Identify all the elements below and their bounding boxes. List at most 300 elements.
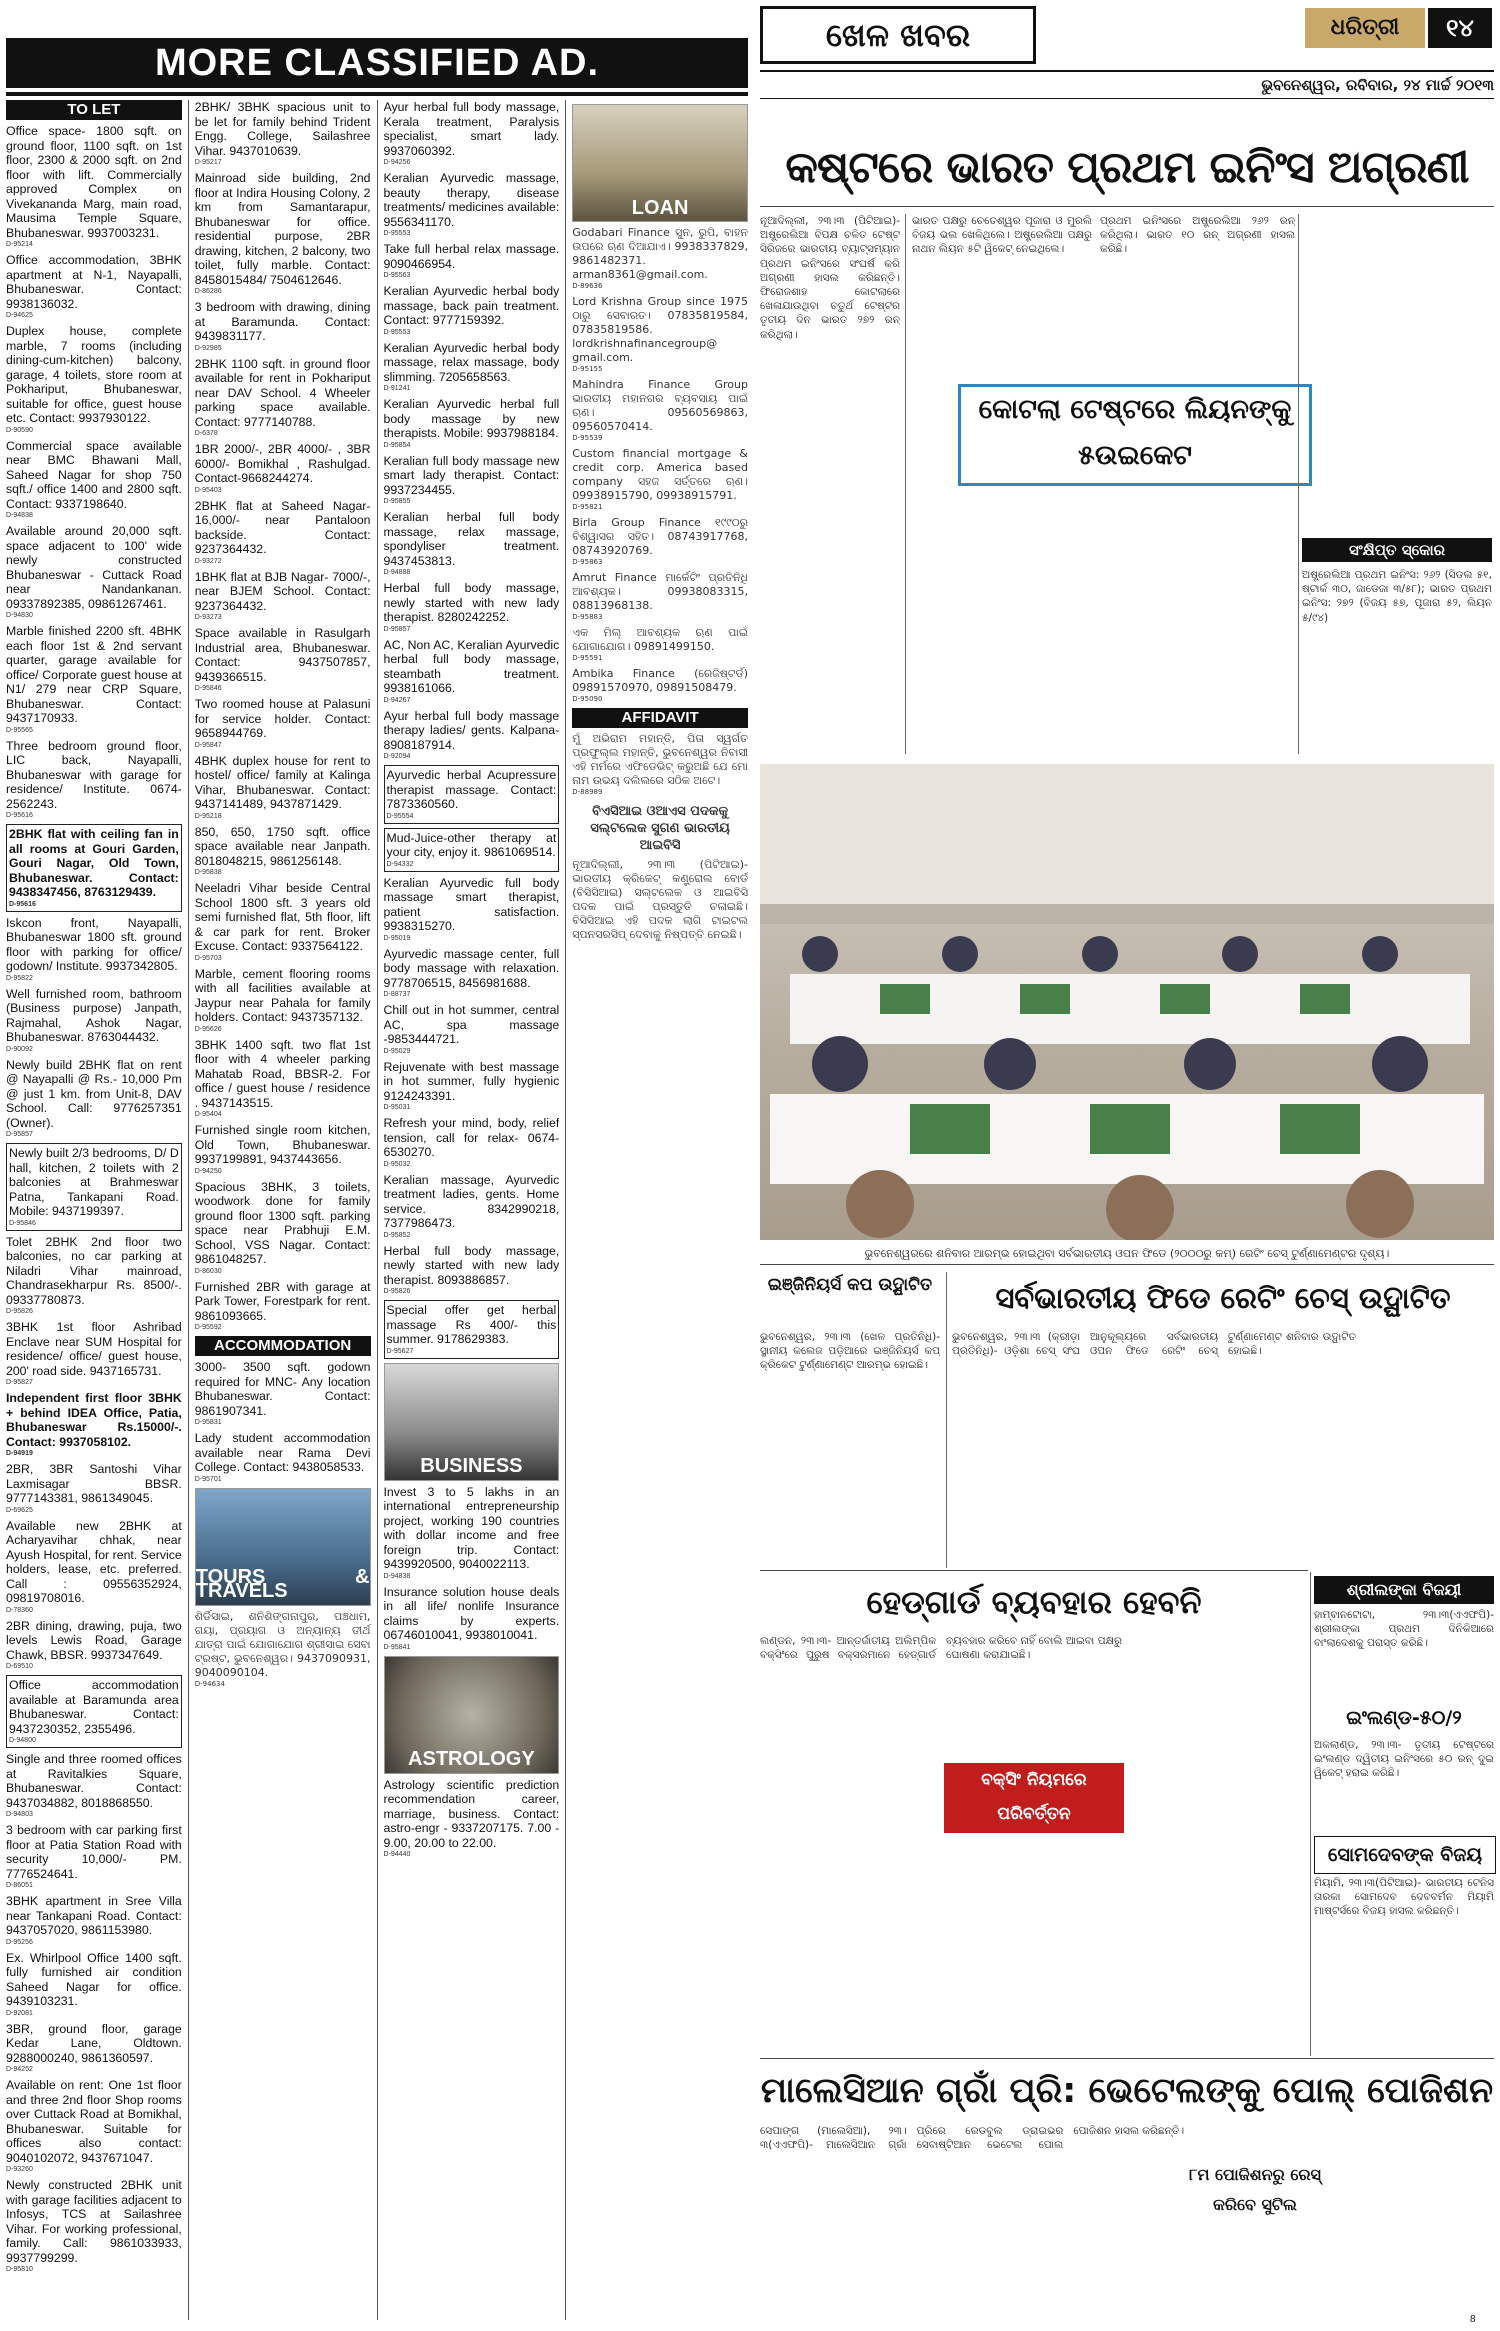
classified-ad xyxy=(195,442,371,495)
classified-ad xyxy=(6,1462,182,1515)
classified-ad xyxy=(195,825,371,878)
classified-ad xyxy=(384,581,560,634)
classified-column-1 xyxy=(6,100,182,2320)
ad-code: D-95847 xyxy=(194,741,222,749)
classified-ad xyxy=(6,2178,182,2274)
ad-text: Keralian herbal full body massage, relax massage, spondyliser treatment. 9437453813. xyxy=(383,510,560,568)
ad-text: Mainroad side building, 2nd floor at Indira Housing Colony, 2 km from Samantarapur, Bhubaneswar for office. residential purpose, 2BR drawing, kitchen, 2 balcony, two toilet, fully marble. Contact: 8458015484/ 7504612646. xyxy=(194,171,371,287)
brief-score-text: ଅଷ୍ଟ୍ରେଲିଆ ପ୍ରଥମ ଇନିଂସ: ୨୬୨ (ସିଡଲ ୫୧, ଷ୍ଟାର୍କ ୩୦, ଜାଡେଜା ୩/୫୮); ଭାରତ ପ୍ରଥମ ଇନିଂସ: ୨୭୨ (ବିଜୟ ୫୭, ପୂଜାରା ୫୨, ଲିୟନ ୫/୯୪) xyxy=(1302,569,1492,624)
classified-ad xyxy=(6,1519,182,1615)
ad-code: D-89636 xyxy=(572,282,603,290)
ad-text: AC, Non AC, Keralian Ayurvedic herbal full body massage, steambath treatment. 9938161066. xyxy=(383,637,560,695)
ad-text: Furnished 2BR with garage at Park Tower, Forestpark for rent. 9861093665. xyxy=(194,1279,371,1323)
ad-code: D-95217 xyxy=(194,159,222,166)
ad-text: Ayurvedic massage center, full body massage with relaxation. 9778706515, 8456981688. xyxy=(383,946,560,990)
ad-code: D-95031 xyxy=(383,1104,411,1111)
ad-text: Birla Group Finance ୧୯୯୦ରୁ ବିଶ୍ୱାସର ସହିତ। 08743917768, 08743920769. xyxy=(572,516,748,557)
ad-text: Insurance solution house deals in all life/ nonlife Insurance claims by experts. 06746010041, 9938010041. xyxy=(383,1584,560,1642)
classified-ad xyxy=(6,124,182,249)
classified-ad xyxy=(6,1619,182,1672)
column-divider xyxy=(565,100,566,2320)
classified-ad xyxy=(572,226,748,291)
classified-ad xyxy=(572,447,748,512)
chess-headline: ସର୍ବଭାରତୀୟ ଫିଡେ ରେଟିଂ ଚେସ୍ ଉଦ୍ଘାଟିତ xyxy=(995,1281,1451,1315)
somdev-text: ମିୟାମି, ୨୩।୩(ପିଟିଆଇ)- ଭାରତୀୟ ଟେନିସ ତାରକା ସୋମଦେବ ଦେବବର୍ମନ ମିୟାମି ମାଷ୍ଟର୍ସରେ ବିଜୟ ହାସଲ କରିଛନ୍ତି। xyxy=(1314,1877,1494,1918)
date-line: ଭୁବନେଶ୍ୱର, ରବିବାର, ୨୪ ମାର୍ଚ୍ଚ ୨୦୧୩ xyxy=(760,70,1494,99)
ad-code: D-90092 xyxy=(6,1045,33,1053)
ad-text: Herbal full body massage, newly started with new lady therapist. 8093886857. xyxy=(383,1243,560,1287)
classified-ad xyxy=(572,378,748,443)
sports-masthead xyxy=(760,4,1494,94)
classified-ad xyxy=(195,570,371,623)
ad-code: D-95553 xyxy=(383,230,411,237)
ad-text: 3 bedroom with drawing, dining at Baramunda. Contact: 9439831177. xyxy=(194,300,371,343)
ad-code: D-94830 xyxy=(6,612,33,619)
ad-text: Three bedroom ground floor, LIC back, Nayapalli, Bhubaneswar with garage for residence/ Institute. 0674-2562243. xyxy=(6,738,182,811)
classified-ad xyxy=(6,1143,182,1231)
classified-ad xyxy=(6,739,182,821)
classified-ad xyxy=(384,1173,560,1240)
sutil-subheadline: ୮ମ ପୋଜିଶନରୁ ରେସ୍ କରିବେ ସୁଟିଲ xyxy=(1180,2160,1330,2224)
footer-page-number: 8 xyxy=(1470,2314,1476,2325)
ad-code: D-86051 xyxy=(6,1882,33,1889)
ad-code: D-95090 xyxy=(572,695,603,703)
ad-code: D-93273 xyxy=(194,614,222,621)
ad-text: Two roomed house at Palasuni for service holder. Contact: 9658944769. xyxy=(194,697,371,740)
ad-text: 2BHK flat with ceiling fan in all rooms at Gouri Garden, Gouri Nagar, Old Town, Bhubaneswar. Contact: 9438347456, 8763129439. xyxy=(9,827,179,899)
ad-text: 3BHK apartment in Sree Villa near Tankapani Road. Contact: 9437057020, 9861153980. xyxy=(6,1894,182,1937)
ad-text: Lady student accommodation available near Rama Devi College. Contact: 9438058533. xyxy=(194,1431,371,1474)
classified-column-2 xyxy=(195,100,371,2320)
brief-score-heading: ସଂକ୍ଷିପ୍ତ ସ୍କୋର xyxy=(1302,538,1492,562)
business-image xyxy=(384,1363,560,1481)
ad-code: D-88989 xyxy=(572,788,603,796)
ad-text: Keralian Ayurvedic full body massage smart therapist, patient satisfaction. 9938315270. xyxy=(383,875,560,933)
ad-code: D-95852 xyxy=(383,1231,411,1239)
ad-code: D-94250 xyxy=(194,1167,222,1175)
ad-text: Keralian massage, Ayurvedic treatment ladies, gents. Home service. 8342990218, 7377986473. xyxy=(383,1172,560,1230)
ad-text: Keralian Ayurvedic herbal body massage, relax massage, body slimming. 7205658563. xyxy=(383,340,560,384)
ad-text: ଏକ ମିଲ୍ ଆବଶ୍ୟକ ଋଣ ପାଇଁ ଯୋଗାଯୋଗ। 09891499150. xyxy=(572,626,748,653)
malaysian-gp-headline: ମାଲେସିଆନ ଗ୍ରାଁ ପ୍ରି: ଭେଟେଲଙ୍କୁ ପୋଲ୍ ପୋଜିଶନ xyxy=(760,2071,1494,2111)
classified-ad xyxy=(384,341,560,394)
ad-code: D-95214 xyxy=(6,241,33,248)
ad-code: D-88737 xyxy=(383,991,411,998)
ad-text: 3000- 3500 sqft. godown required for MNC- Any location Bhubaneswar. Contact: 9861907341. xyxy=(194,1360,371,1418)
astrology-image xyxy=(384,1656,560,1774)
column-divider xyxy=(1310,1572,1311,2056)
classified-ad xyxy=(6,524,182,620)
massage-ads xyxy=(384,100,560,1359)
headline-divider xyxy=(760,206,1494,207)
ad-text: Rejuvenate with best massage in hot summer, fully hygienic 9124243391. xyxy=(383,1059,560,1103)
ad-code: D-95155 xyxy=(572,365,603,373)
ad-text: Mahindra Finance Group ଭାରତୀୟ ମହାନଗର ବ୍ୟବସାୟ ପାଇଁ ଋଣ। 09560569863, 09560570414. xyxy=(572,378,748,433)
ad-code: D-94634 xyxy=(194,1679,225,1688)
classified-ad xyxy=(384,947,560,1000)
srilanka-headline: ଶ୍ରୀଲଙ୍କା ବିଜୟୀ xyxy=(1314,1576,1494,1604)
classified-ad xyxy=(195,357,371,439)
column-divider xyxy=(1298,214,1299,754)
ad-text: Keralian Ayurvedic herbal body massage, back pain treatment. Contact: 9777159392. xyxy=(383,284,560,327)
ad-text: Amrut Finance ମାର୍କେଟିଂ ପ୍ରତିନିଧି ଆବଶ୍ୟକ। 09938083315, 08813968138. xyxy=(572,571,748,612)
loan-image xyxy=(572,104,748,222)
classified-ad xyxy=(572,295,748,374)
ad-code: D-91241 xyxy=(383,385,411,392)
ad-code: D-86286 xyxy=(194,288,222,295)
ad-code: D-90590 xyxy=(6,426,33,434)
ad-code: D-95553 xyxy=(383,328,411,336)
ad-text: Newly build 2BHK flat on rent @ Nayapalli @ Rs.- 10,000 Pm @ just 1 km. from Unit-8, DAV School. Call: 9776257351 (Owner). xyxy=(6,1057,182,1130)
ad-code: D-95810 xyxy=(6,2266,33,2273)
classified-ad xyxy=(384,1060,560,1113)
classified-ad xyxy=(384,1585,560,1652)
ad-code: D-95701 xyxy=(194,1475,222,1483)
ad-code: D-95029 xyxy=(383,1047,411,1055)
classified-ad xyxy=(195,1038,371,1120)
ad-text: Custom financial mortgage & credit corp. America based company ସହଜ ସର୍ତ୍ତରେ ଋଣ। 09938915790, 09938915791. xyxy=(572,447,748,502)
classified-ad xyxy=(384,510,560,577)
tours-travels-label: TOURS & TRAVELS xyxy=(195,1565,370,1602)
loan-label: LOAN xyxy=(631,196,689,219)
classified-ad xyxy=(6,439,182,521)
ad-code: D-94803 xyxy=(6,1811,33,1818)
finance-ads xyxy=(572,226,748,704)
ad-text: 3BHK 1400 sqft. two flat 1st floor with 4 wheeler parking Mahatab Road, BBSR-2. For office / guest house / residence . 9437143515. xyxy=(194,1037,371,1110)
ad-text: Herbal full body massage, newly started with new lady therapist. 8280242252. xyxy=(383,581,560,624)
classified-ad xyxy=(195,499,371,566)
ad-text: Refresh your mind, body, relief tension, call for relax- 0674-6530270. xyxy=(383,1116,560,1159)
ad-text: Office space- 1800 sqft. on ground floor, 1100 sqft. on 1st floor, 2300 & 2000 sqft. on 2nd floor with lift. Commercially approved Complex on Vivekananda Marg, main road, Mausima Temple Square, Bhubaneswar. 9937003231. xyxy=(6,124,182,240)
ad-text: ଶିର୍ଡିସାଇ, ଶନିଶିଙ୍ଗନାପୁର, ପଞ୍ଚଧାମ, ଗୟା, ପ୍ରୟାଗ ଓ ଅନ୍ୟାନ୍ୟ ତୀର୍ଥ ଯାତ୍ରା ପାଇଁ ଯୋଗାଯୋଗ ଶ୍ରୀସାଇ ସେବା ଟ୍ରଷ୍ଟ, ଭୁବନେଶ୍ୱର। 9437090931, 9040090104. xyxy=(194,1609,371,1679)
ad-text: 3BHK 1st floor Ashribad Enclave near SUM Hospital for residence/ office/ guest house, 200' road side. 9437165731. xyxy=(6,1320,182,1378)
classified-ad xyxy=(6,1894,182,1947)
classified-ad xyxy=(6,1058,182,1140)
classified-ad xyxy=(572,516,748,567)
classified-column-3 xyxy=(384,100,560,2320)
ad-code: D-92985 xyxy=(194,344,222,352)
ad-code: D-95019 xyxy=(383,934,411,942)
classified-ad xyxy=(384,1244,560,1297)
ad-code: D-95592 xyxy=(194,1324,222,1331)
ad-text: Special offer get herbal massage Rs 400/- this summer. 9178629383. xyxy=(386,1303,557,1346)
ad-code: D-94440 xyxy=(383,1851,411,1858)
ad-code: D-92094 xyxy=(383,753,411,760)
classified-ad xyxy=(6,2022,182,2075)
ad-text: Invest 3 to 5 lakhs in an international entrepreneurship project, working 190 countries with dollar income and free foreign trip. Contact: 9439920500, 9040022113. xyxy=(383,1484,560,1571)
classified-columns xyxy=(6,100,748,2320)
classified-ad xyxy=(572,626,748,663)
classified-ad xyxy=(384,1485,560,1581)
ad-text: Newly constructed 2BHK unit with garage facilities adjacent to Infosys, TCS at Sailashree Vihar. For working professional, family. Call: 9861033933, 9937799299. xyxy=(6,2178,182,2265)
classified-ad xyxy=(195,1360,371,1427)
classified-ad xyxy=(6,1391,182,1458)
ad-text: Well furnished room, bathroom (Business purpose) Janpath, Rajmahal, Ashok Nagar, Bhubaneswar. 8763044432. xyxy=(6,986,182,1044)
ad-code: D-95826 xyxy=(6,1308,33,1315)
ad-code: D-95256 xyxy=(6,1938,33,1946)
ad-text: 3BR, ground floor, garage Kedar Lane, Oldtown. 9288000240, 9861360597. xyxy=(6,2021,182,2065)
ad-text: Available on rent: One 1st floor and three 2nd floor Shop rooms over Cuttack Road at Bomikhal, Bhubaneswar. Suitable for offices also contact: 9040102072, 9437671047. xyxy=(6,2078,182,2165)
classified-ad xyxy=(572,667,748,704)
classified-ad xyxy=(195,881,371,963)
classified-ad xyxy=(195,697,371,750)
chess-story-text: ଭୁବନେଶ୍ୱର, ୨୩।୩ (କ୍ରୀଡ଼ା ପ୍ରତିନିଧି)- ଓଡ଼ିଶା ଚେସ୍ ସଂଘ ଆନୁକୂଲ୍ୟରେ ସର୍ବଭାରତୀୟ ଓପନ ଫିଡେ ରେଟିଂ ଚେସ୍ ଟୁର୍ଣ୍ଣାମେଣ୍ଟ ଶନିବାର ଉଦ୍ଘାଟିତ ହୋଇଛି। xyxy=(952,1331,1356,1358)
ad-text: Marble, cement flooring rooms with all facilities available at Jaypur near Pahala for family holders. Contact: 9437357132. xyxy=(194,966,371,1024)
classified-ad xyxy=(384,1003,560,1056)
ad-text: Godabari Finance ସୁନ, ରୁପି, ବାହନ ଉପରେ ଋଣ ଦିଆଯାଏ। 9938337829, 9861482371. arman8361@gmail.com. xyxy=(572,226,748,281)
bcci-story-text: ନୂଆଦିଲ୍ଲୀ, ୨୩।୩ (ପିଟିଆଇ)- ଭାରତୀୟ କ୍ରିକେଟ୍ କଣ୍ଟ୍ରୋଲ ବୋର୍ଡ (ବିସିସିଆଇ) ସଲ୍ଟଲେକ ଓ ଆଇବିସି ପଦକ ପାଇଁ ପ୍ରସ୍ତୁତି ଚଳାଇଛି। ବିସିସିଆଇ ଏହି ପଦକ ଲାଗି ଟାଇଟଲ ସ୍ପନସରସିପ୍ ଦେବାକୁ ନିଷ୍ପତ୍ତି ନେଇଛି। xyxy=(572,858,748,941)
ad-text: 2BR, 3BR Santoshi Vihar Laxmisagar BBSR. 9777143381, 9861349045. xyxy=(6,1462,182,1505)
ad-code: D-95403 xyxy=(194,486,222,494)
classified-ad xyxy=(195,626,371,693)
ad-text: 4BHK duplex house for rent to hostel/ office/ family at Kalinga Vihar, Bhubaneswar. Contact: 9437141489, 9437871429. xyxy=(194,753,371,811)
classified-ad xyxy=(195,171,371,296)
somdev-headline: ସୋମଦେବଙ୍କ ବିଜୟ xyxy=(1314,1836,1496,1874)
ad-code: D-6378 xyxy=(194,430,218,437)
ad-text: Ayurvedic herbal Acupressure therapist massage. Contact: 7873360560. xyxy=(386,768,557,811)
lead-story-column-3: ପ୍ରଥମ ଇନିଂସରେ ଅଷ୍ଟ୍ରେଲିଆ ୨୬୨ ରନ୍ କରିଥିଲା। ଭାରତ ୧୦ ରନ୍ ଅଗ୍ରଣୀ ହାସଲ କରିଛି। xyxy=(1100,215,1295,256)
ad-text: Ayur herbal full body massage, Kerala treatment, Paralysis specialist, smart lady. 9937060392. xyxy=(383,100,560,158)
classified-ad xyxy=(384,242,560,280)
ad-code: D-95841 xyxy=(383,1643,411,1651)
classified-ad xyxy=(6,987,182,1054)
ad-code: D-94919 xyxy=(6,1450,33,1457)
england-text: ଅକଲାଣ୍ଡ, ୨୩।୩- ତୃତୀୟ ଟେଷ୍ଟରେ ଇଂଲଣ୍ଡ ଦ୍ୱିତୀୟ ଇନିଂସରେ ୫୦ ରନ୍ ଦୁଇ ୱିକେଟ୍ ହରାଇ କରିଛି। xyxy=(1314,1739,1494,1780)
classified-ad xyxy=(195,1180,371,1276)
ad-text: Space available in Rasulgarh Industrial area, Bhubaneswar. Contact: 9437507857, 9439366515. xyxy=(194,626,371,684)
ad-code: D-95846 xyxy=(9,1219,36,1227)
to-let-ads xyxy=(6,124,182,2274)
ad-text: Iskcon front, Nayapalli, Bhubaneswar 1800 sft. ground floor with parking for office/ godown/ Institute. 9937342805. xyxy=(6,915,182,973)
ad-code: D-94625 xyxy=(6,312,33,319)
ad-text: Independent first floor 3BHK + behind IDEA Office, Patia, Bhubaneswar Rs.15000/-. Contact: 9937058102. xyxy=(6,1391,182,1449)
ad-code: D-95827 xyxy=(6,1379,33,1386)
ad-code: D-95218 xyxy=(194,812,222,820)
classified-ad xyxy=(195,1610,371,1689)
section-divider xyxy=(760,2058,1494,2059)
ad-code: D-95565 xyxy=(6,726,33,734)
ad-code: D-94838 xyxy=(6,512,33,519)
classified-ad xyxy=(384,100,560,167)
ad-text: Ambika Finance (ରେଜିଷ୍ଟର୍ଡ) 09891570970, 09891508479. xyxy=(572,667,748,694)
lead-story-column-1: ନୂଆଦିଲ୍ଲୀ, ୨୩।୩ (ପିଟିଆଇ)- ଅଷ୍ଟ୍ରେଲିଆ ବିପକ୍ଷ ଚଳିତ ଟେଷ୍ଟ ସିରିଜରେ ଭାରତୀୟ ବ୍ୟାଟ୍ସମ୍ୟାନ ପ୍ରଥମ ଇନିଂସରେ ସଂଘର୍ଷ କରି ଅଗ୍ରଣୀ ହାସଲ କରିଛନ୍ତି। ଫିରୋଜଶାହ କୋଟଲାରେ ଖେଳାଯାଉଥିବା ଚତୁର୍ଥ ଟେଷ୍ଟର ତୃତୀୟ ଦିନ ଭାରତ ୨୭୨ ରନ୍ କରିଥିଲା। xyxy=(760,215,900,341)
ad-text: 1BHK flat at BJB Nagar- 7000/-, near BJEM School. Contact: 9237364432. xyxy=(194,569,371,613)
classified-ad xyxy=(6,916,182,983)
classified-ad xyxy=(6,1752,182,1819)
classified-ad xyxy=(384,638,560,705)
ad-text: 3 bedroom with car parking first floor at Patia Station Road with security 10,000/- PM. 7776524641. xyxy=(6,1823,182,1881)
ad-text: Ex. Whirlpool Office 1400 sqft. fully furnished air condition Saheed Nagar for office. 9439103231. xyxy=(6,1950,182,2008)
ad-code: D-95846 xyxy=(194,685,222,692)
classified-ad xyxy=(6,2078,182,2174)
newspaper-name: ଧରିତ୍ରୀ xyxy=(1305,8,1425,48)
bcci-story-headline: ବିଏସିଆଇ ଓଆଏସ ପଦକକୁ ସଲ୍ଟଲେକ ସୁଗଣ ଭାରତୀୟ ଆଇବିସି xyxy=(590,804,730,853)
ad-text: 2BR dining, drawing, puja, two levels Lewis Road, Garage Chawk, BBSR. 9937347649. xyxy=(6,1618,182,1662)
ad-text: Neeladri Vihar beside Central School 1800 sft. 3 years old semi furnished flat, 5th floor, lift & car park for rent. Broker Excuse. Contact: 9337564122. xyxy=(194,881,371,953)
ad-text: Chill out in hot summer, central AC, spa massage -9853444721. xyxy=(383,1003,560,1046)
ad-text: 2BHK flat at Saheed Nagar- 16,000/- near Pantaloon backside. Contact: 9237364432. xyxy=(194,498,371,556)
classified-ad xyxy=(572,571,748,622)
ad-code: D-95821 xyxy=(572,503,603,511)
classified-ad xyxy=(6,1320,182,1387)
masthead-title: ଖେଳ ଖବର xyxy=(760,6,1036,64)
column-divider xyxy=(946,1272,947,1568)
ad-code: D-94256 xyxy=(383,159,411,166)
ad-code: D-95854 xyxy=(383,441,411,449)
business-label: BUSINESS xyxy=(420,1455,523,1477)
classified-ad xyxy=(6,1951,182,2018)
classified-ad xyxy=(384,284,560,337)
ad-code: D-93272 xyxy=(194,557,222,565)
section-to-let: TO LET xyxy=(6,100,182,120)
ad-code: D-95863 xyxy=(572,558,603,566)
ad-code: D-86030 xyxy=(194,1267,222,1275)
ad-code: D-69625 xyxy=(6,1506,33,1514)
ad-text: Astrology scientific prediction recommendation career, marriage, business. Contact: astro-engr - 9337207175. 7.00 - 9.00, 20.00 to 22.00. xyxy=(383,1777,560,1850)
ad-text: 2BHK 1100 sqft. in ground floor available for rent in Pokhariput near DAV School. 4 Wheeler parking space available. Contact: 9777140788. xyxy=(194,356,371,429)
ad-text: Single and three roomed offices at Ravitalkies Square, Bhubaneswar. Contact: 9437034882, 8018868550. xyxy=(6,1752,182,1810)
ad-text: ମୁଁ ଅଭିରାମ ମହାନ୍ତି, ପିତା ସ୍ୱର୍ଗତ ପ୍ରଫୁଲ୍ଲ ମହାନ୍ତି, ଭୁବନେଶ୍ୱର ନିବାସୀ ଏହି ମର୍ମରେ ଏଫିଡେଭିଟ୍ କରୁଅଛି ଯେ ମୋ ନାମ ଉଭୟ ଦଲିଲରେ ସଠିକ ଅଟେ। xyxy=(572,732,748,787)
ad-code: D-94800 xyxy=(9,1737,36,1744)
ad-text: Take full herbal relax massage. 9090466954. xyxy=(383,242,560,271)
affidavit-ad xyxy=(572,732,748,797)
chess-tournament-photo xyxy=(760,764,1494,1240)
tours-travels-image xyxy=(195,1488,371,1606)
ad-text: Duplex house, complete marble, 7 rooms (including dining-cum-kitchen) balcony, garage, 4 toilets, store room at Pokhariput, Bhubaneswar, suitable for office, guest house etc. Contact: 9937930122. xyxy=(6,324,182,425)
ad-code: D-95883 xyxy=(572,613,603,621)
engineers-cup-text: ଭୁବନେଶ୍ୱର, ୨୩।୩ (ଖେଳ ପ୍ରତିନିଧି)- ସ୍ଥାନୀୟ କଲେଜ ପଡ଼ିଆରେ ଇଞ୍ଜିନିୟର୍ସ କପ୍ କ୍ରିକେଟ ଟୁର୍ଣ୍ଣାମେଣ୍ଟ ଆରମ୍ଭ ହୋଇଛି। xyxy=(760,1331,940,1372)
classified-banner: MORE CLASSIFIED AD. xyxy=(6,38,748,88)
ad-text: 2BHK/ 3BHK spacious unit to be let for family behind Trident Engg. College, Sailashree Vihar. 9437010639. xyxy=(194,100,371,158)
ad-text: 850, 650, 1750 sqft. office space available near Janpath. 8018048215, 9861256148. xyxy=(194,824,371,868)
classified-ad xyxy=(384,1116,560,1169)
classified-ad xyxy=(195,100,371,167)
ad-text: Mud-Juice-other therapy at your city, enjoy it. 9861069514. xyxy=(386,830,557,859)
column-divider xyxy=(188,100,189,2320)
ad-text: Furnished single room kitchen, Old Town, Bhubaneswar. 9937199891, 9437443656. xyxy=(194,1123,371,1166)
classified-ad xyxy=(6,324,182,435)
classified-ad xyxy=(195,1123,371,1176)
ad-text: 1BR 2000/-, 2BR 4000/- , 3BR 6000/- Bomikhal , Rashulgad. Contact-9668244274. xyxy=(194,442,371,485)
ad-code: D-94888 xyxy=(383,569,411,576)
ad-code: D-92081 xyxy=(6,2009,33,2017)
classified-ad xyxy=(384,1300,560,1359)
page-number: ୧୪ xyxy=(1428,8,1492,48)
ad-text: Newly built 2/3 bedrooms, D/ D hall, kitchen, 2 toilets with 2 balconies at Brahmeswar Patna, Tankapani Road. Mobile: 9437199397. xyxy=(9,1146,179,1218)
ad-code: D-95703 xyxy=(194,954,222,962)
to-let-ads-continued xyxy=(195,100,371,1332)
ad-text: Keralian Ayurvedic massage, beauty therapy, disease treatments/ medicines available: 9556341170. xyxy=(383,171,560,229)
ad-text: Available new 2BHK at Acharyavihar chhak, near Ayush Hospital, for rent. Service holders, lease, etc. preferred. Call : 09556352924, 09819708016. xyxy=(6,1518,182,1605)
ad-text: Office accommodation, 3BHK apartment at N-1, Nayapalli, Bhubaneswar. Contact: 9938136032. xyxy=(6,253,182,311)
classified-column-4 xyxy=(572,100,748,2320)
ad-code: D-93260 xyxy=(6,2166,33,2173)
ad-code: D-95616 xyxy=(9,900,36,908)
classified-ad xyxy=(6,253,182,320)
classified-ad xyxy=(384,876,560,943)
classified-ad xyxy=(6,824,182,912)
ad-text: Commercial space available near BMC Bhawani Mall, Saheed Nagar for shop 750 sqft./ office 1400 and 2800 sqft. Contact: 9337198640. xyxy=(6,438,182,511)
ad-code: D-95563 xyxy=(383,272,411,279)
classified-ad xyxy=(6,1235,182,1317)
ad-code: D-95857 xyxy=(6,1131,33,1138)
classified-ad xyxy=(195,1431,371,1484)
ad-code: D-69510 xyxy=(6,1663,33,1670)
ad-code: D-95831 xyxy=(194,1419,222,1426)
ad-code: D-95626 xyxy=(194,1025,222,1033)
ad-code: D-94838 xyxy=(383,1572,411,1580)
classified-ad xyxy=(384,397,560,450)
boxing-rule-change-box: ବକ୍ସିଂ ନିୟମରେ ପରିବର୍ତ୍ତନ xyxy=(944,1763,1124,1833)
ad-code: D-78360 xyxy=(6,1606,33,1614)
photo-caption: ଭୁବନେଶ୍ୱରରେ ଶନିବାର ଆରମ୍ଭ ହୋଇଥିବା ସର୍ବଭାରତୀୟ ଓପନ ଫିଡେ (୨୦୦୦ରୁ କମ୍) ରେଟିଂ ଚେସ୍ ଟୁର୍ଣ୍ଣାମେଣ୍ଟର ଦୃଶ୍ୟ। xyxy=(760,1244,1494,1265)
column-divider xyxy=(377,100,378,2320)
ad-text: Ayur herbal full body massage therapy ladies/ gents. Kalpana- 8908187914. xyxy=(383,708,560,752)
classified-ad xyxy=(195,754,371,821)
lead-story-column-2: ଭାରତ ପକ୍ଷରୁ ଚେତେଶ୍ୱର ପୂଜାରା ଓ ମୁରଲି ବିଜୟ ଭଲ ଖେଳିଥିଲେ। ଅଷ୍ଟ୍ରେଲିଆ ପକ୍ଷରୁ ନାଥନ ଲିୟନ ୫ଟି ୱିକେଟ୍ ନେଇଥିଲେ। xyxy=(912,215,1092,256)
ad-code: D-95822 xyxy=(6,974,33,982)
ad-code: D-95838 xyxy=(194,869,222,876)
column-divider xyxy=(905,214,906,754)
engineers-cup-headline: ଇଞ୍ଜିନିୟର୍ସ କପ ଉଦ୍ଘାଟିତ xyxy=(767,1275,933,1295)
accommodation-ads xyxy=(195,1360,371,1484)
ad-text: Marble finished 2200 sft. 4BHK each floor 1st & 2nd servant quarter, garage available for office/ Corporate guest house at N1/ 279 near CRP Square, Bhubaneswar. Contact: 9437170933. xyxy=(6,624,182,725)
ad-text: Available around 20,000 sqft. space adjacent to 100' wide newly constructed Bhubaneswar - Cuttack Road near Nandankanan. 09337892385, 09861267461. xyxy=(6,524,182,611)
classified-ad xyxy=(384,1778,560,1860)
ad-code: D-95616 xyxy=(6,812,33,819)
classified-ad xyxy=(384,828,560,872)
ad-code: D-94267 xyxy=(383,696,411,704)
ad-text: Lord Krishna Group since 1975 ଠାରୁ ସେବାରତ। 07835819584, 07835819586. lordkrishnafinancegroup@ gmail.com. xyxy=(572,295,748,364)
malaysian-gp-text: ସେପାଙ୍ଗ (ମାଲେସିଆ), ୨୩।୩(ଏଏଫପି)- ମାଲେସିଆନ ଗ୍ରାଁ ପ୍ରିରେ ରେଡବୁଲ ଡ୍ରାଇଭର ସେବାଷ୍ଟିଆନ ଭେଟେଲ ପୋଲ ପୋଜିଶନ ହାସଲ କରିଛନ୍ତି। xyxy=(760,2125,1185,2152)
ad-code: D-94332 xyxy=(386,860,414,868)
ad-text: Spacious 3BHK, 3 toilets, woodwork done for family ground floor 1300 sqft. parking space near Prabhuji E.M. School, VSS Nagar. Contact: 9861048257. xyxy=(194,1179,371,1266)
section-divider xyxy=(760,1570,1308,1571)
section-accommodation: ACCOMMODATION xyxy=(195,1336,371,1356)
england-headline: ଇଂଲଣ୍ଡ-୫୦/୨ xyxy=(1346,1707,1462,1729)
astrology-label: ASTROLOGY xyxy=(408,1748,535,1770)
classified-ad xyxy=(195,300,371,353)
ad-code: D-95404 xyxy=(194,1111,222,1118)
classified-ad xyxy=(195,1280,371,1333)
ad-code: D-95591 xyxy=(572,654,603,662)
banner-divider xyxy=(6,92,748,96)
ad-code: D-95855 xyxy=(383,498,411,505)
classified-ad xyxy=(384,171,560,238)
classified-ad xyxy=(384,454,560,507)
classified-ad xyxy=(384,765,560,824)
classified-ad xyxy=(195,967,371,1034)
ad-text: Keralian Ayurvedic herbal full body massage by new therapists. Mobile: 9937988184. xyxy=(383,397,560,440)
classified-ad xyxy=(6,624,182,735)
ad-code: D-95826 xyxy=(383,1288,411,1295)
section-affidavit: AFFIDAVIT xyxy=(572,708,748,728)
classified-ad xyxy=(6,1675,182,1748)
lead-headline: କଷ୍ଟରେ ଭାରତ ପ୍ରଥମ ଇନିଂସ ଅଗ୍ରଣୀ xyxy=(785,142,1469,193)
ad-code: D-94252 xyxy=(6,2066,33,2073)
business-ads xyxy=(384,1485,560,1652)
kotla-test-subheadline: କୋଟଲା ଟେଷ୍ଟରେ ଲିୟନଙ୍କୁ ୫ଉଇକେଟ xyxy=(958,384,1312,486)
ad-code: D-95032 xyxy=(383,1160,411,1168)
chess-hall-illustration xyxy=(760,764,1494,1240)
ad-text: Keralian full body massage new smart lady therapist. Contact: 9937234455. xyxy=(383,453,560,497)
ad-text: Office accommodation available at Baramunda area Bhubaneswar. Contact: 9437230352, 2355496. xyxy=(9,1678,179,1736)
ad-code: D-95627 xyxy=(386,1347,414,1355)
headgear-story-text: ଲଣ୍ଡନ, ୨୩।୩- ଆନ୍ତର୍ଜାତୀୟ ଅଲିମ୍ପିକ ବକ୍ସିଂରେ ପୁରୁଷ ବକ୍ସରମାନେ ହେଡ୍‌ଗାର୍ଡ ବ୍ୟବହାର କରିବେ ନାହିଁ ବୋଲି ଆଇବା ପକ୍ଷରୁ ଘୋଷଣା କରାଯାଇଛି। xyxy=(760,1635,1122,1662)
classified-ad xyxy=(384,709,560,762)
ad-text: Tolet 2BHK 2nd floor two balconies, no car parking at Niladri Vihar mainroad, Chandrasekharpur Rs. 8500/-. 09337780873. xyxy=(6,1234,182,1307)
srilanka-text: ହାମ୍ବାନଟୋଟା, ୨୩।୩(ଏଏଫପି)- ଶ୍ରୀଲଙ୍କା ପ୍ରଥମ ଦିନିକିଆରେ ବାଂଲାଦେଶକୁ ପରାସ୍ତ କରିଛି। xyxy=(1314,1609,1494,1650)
